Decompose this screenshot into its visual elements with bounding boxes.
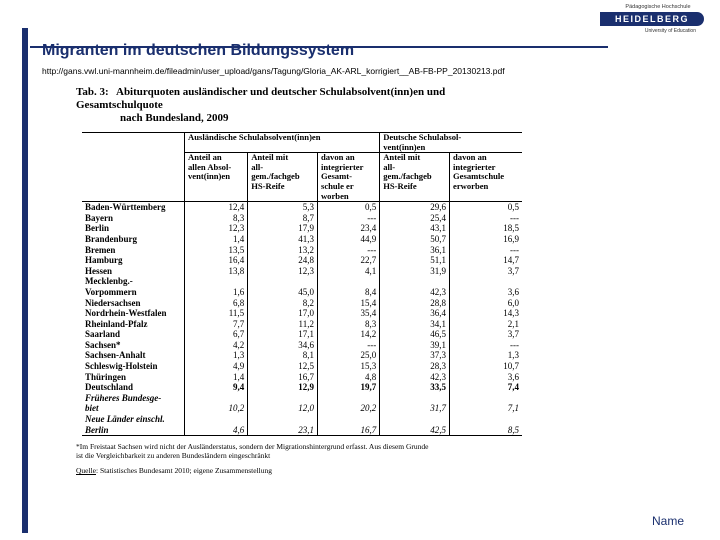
cell-value: 31,9 <box>380 266 450 277</box>
cell-value: 33,5 <box>380 382 450 393</box>
cell-value: 14,3 <box>450 308 523 319</box>
cell-value: 10,7 <box>450 361 523 372</box>
cell-value: 34,1 <box>380 319 450 330</box>
page-title: Migranten im deutschen Bildungssystem <box>42 42 355 59</box>
cell-value: 25,0 <box>317 350 379 361</box>
cell-value: 25,4 <box>380 213 450 224</box>
group-header-foreign: Ausländische Schulabsolvent(inn)en <box>185 133 380 153</box>
table-row <box>82 287 522 298</box>
cell-value: 23,1 <box>248 425 318 436</box>
col-header-abitur-foreign: Anteil mit all- gem./fachgeb HS-Reife <box>248 153 318 202</box>
cell-value: 42,3 <box>380 372 450 383</box>
col-header-abitur-german: Anteil mit all- gem./fachgeb HS-Reife <box>380 153 450 202</box>
cell-value: 14,7 <box>450 255 523 266</box>
row-label: Rheinland-Pfalz <box>85 318 148 329</box>
cell-value: 3,6 <box>450 287 523 298</box>
cell-value <box>380 276 450 287</box>
row-label: Hessen <box>85 265 112 276</box>
cell-value: 28,3 <box>380 361 450 372</box>
cell-value: 12,4 <box>185 202 248 213</box>
table-row <box>82 361 522 372</box>
cell-value: 3,7 <box>450 329 523 340</box>
row-label: Saarland <box>85 329 121 340</box>
cell-value <box>248 393 318 404</box>
cell-value <box>317 276 379 287</box>
cell-value: 4,9 <box>185 361 248 372</box>
cell-value: 10,2 <box>185 403 248 414</box>
table-row <box>82 340 522 351</box>
cell-value: 6,0 <box>450 298 523 309</box>
cell-value: 15,4 <box>317 298 379 309</box>
cell-value: 20,2 <box>317 403 379 414</box>
table-row <box>82 329 522 340</box>
cell-value: 39,1 <box>380 340 450 351</box>
cell-value: 46,5 <box>380 329 450 340</box>
row-label: Deutschland <box>85 382 134 393</box>
cell-value: 37,3 <box>380 350 450 361</box>
cell-value <box>317 393 379 404</box>
cell-value: 4,2 <box>185 340 248 351</box>
cell-value: 13,2 <box>248 245 318 256</box>
table-row <box>82 372 522 383</box>
cell-value: 36,4 <box>380 308 450 319</box>
cell-value: 50,7 <box>380 234 450 245</box>
cell-value <box>450 393 523 404</box>
cell-value: 42,5 <box>380 425 450 436</box>
cell-value: 8,3 <box>317 319 379 330</box>
cell-value: 4,8 <box>317 372 379 383</box>
col-header-gesamtschule-foreign: davon an integrierter Gesamt- schule er worben <box>317 153 379 202</box>
cell-value <box>380 393 450 404</box>
cell-value: 17,0 <box>248 308 318 319</box>
cell-value: 1,3 <box>185 350 248 361</box>
cell-value: 14,2 <box>317 329 379 340</box>
table-row <box>82 245 522 256</box>
university-logo <box>598 4 710 42</box>
source-url: http://gans.vwl.uni-mannheim.de/fileadmin/user_upload/gans/Tagung/Gloria_AK-ARL_korrigiert__AB-FB-PP_20130213.pdf <box>42 66 505 76</box>
cell-value <box>185 393 248 404</box>
cell-value: 19,7 <box>317 382 379 393</box>
row-label: Sachsen* <box>85 339 121 350</box>
cell-value: --- <box>317 340 379 351</box>
cell-value: 24,8 <box>248 255 318 266</box>
cell-value: 28,8 <box>380 298 450 309</box>
row-label: Hamburg <box>85 255 123 266</box>
cell-value: 45,0 <box>248 287 318 298</box>
cell-value: 0,5 <box>450 202 523 213</box>
cell-value: 29,6 <box>380 202 450 213</box>
row-label: Bremen <box>85 244 116 255</box>
table-row <box>82 276 522 287</box>
cell-value: 51,1 <box>380 255 450 266</box>
table-row <box>82 202 522 213</box>
logo-line-top: Pädagogische Hochschule <box>625 4 691 10</box>
cell-value: 5,3 <box>248 202 318 213</box>
cell-value: 42,3 <box>380 287 450 298</box>
cell-value: 18,5 <box>450 223 523 234</box>
table-figure <box>72 86 534 475</box>
col-header-gesamtschule-german: davon an integrierter Gesamtschule erworben <box>450 153 523 202</box>
cell-value: 16,7 <box>317 425 379 436</box>
cell-value: 8,3 <box>185 213 248 224</box>
cell-value: 6,8 <box>185 298 248 309</box>
cell-value <box>248 414 318 425</box>
cell-value: --- <box>317 245 379 256</box>
cell-value: 7,7 <box>185 319 248 330</box>
cell-value: --- <box>450 340 523 351</box>
column-header-row <box>82 153 522 202</box>
cell-value: 36,1 <box>380 245 450 256</box>
cell-value: 23,4 <box>317 223 379 234</box>
table-row <box>82 393 522 404</box>
cell-value: 13,5 <box>185 245 248 256</box>
cell-value: 8,5 <box>450 425 523 436</box>
table-row <box>82 350 522 361</box>
cell-value: 1,4 <box>185 234 248 245</box>
cell-value: 16,9 <box>450 234 523 245</box>
cell-value <box>317 414 379 425</box>
cell-value: 8,4 <box>317 287 379 298</box>
cell-value: 1,6 <box>185 287 248 298</box>
cell-value: 13,8 <box>185 266 248 277</box>
row-label: Nordrhein-Westfalen <box>85 308 167 319</box>
row-label: Berlin <box>85 223 109 234</box>
cell-value: 31,7 <box>380 403 450 414</box>
row-label: Berlin <box>82 425 185 436</box>
cell-value: 3,6 <box>450 372 523 383</box>
cell-value: 0,5 <box>317 202 379 213</box>
row-label: Sachsen-Anhalt <box>85 350 146 361</box>
table-row <box>82 403 522 414</box>
cell-value: 35,4 <box>317 308 379 319</box>
table-row <box>82 414 522 425</box>
cell-value: 1,4 <box>185 372 248 383</box>
row-label: Bayern <box>85 212 113 223</box>
row-label: Mecklenbg.- <box>85 276 133 287</box>
logo-line-bottom: University of Education <box>644 28 696 34</box>
accent-bar <box>22 28 28 533</box>
table-row <box>82 298 522 309</box>
cell-value: --- <box>450 213 523 224</box>
cell-value: 34,6 <box>248 340 318 351</box>
row-label: Thüringen <box>85 371 127 382</box>
cell-value: 43,1 <box>380 223 450 234</box>
cell-value: 12,0 <box>248 403 318 414</box>
cell-value <box>380 414 450 425</box>
cell-value: 8,1 <box>248 350 318 361</box>
cell-value: 44,9 <box>317 234 379 245</box>
table-footnote: *Im Freistaat Sachsen wird nicht der Ausländerstatus, sondern der Migrationshintergrund erfasst. Aus diesem Grunde ist die Vergleichbarkeit zu anderen Bundesländern eingeschränkt <box>76 442 429 461</box>
cell-value <box>450 414 523 425</box>
table-row <box>82 255 522 266</box>
row-label: Baden-Württemberg <box>85 202 166 213</box>
cell-value: --- <box>450 245 523 256</box>
cell-value: 17,1 <box>248 329 318 340</box>
table-row <box>82 425 522 436</box>
cell-value: 9,4 <box>185 382 248 393</box>
caption-line-1: Abiturquoten ausländischer und deutscher Schulabsolvent(inn)en und Gesamtschulquote <box>76 86 446 111</box>
cell-value: 3,7 <box>450 266 523 277</box>
cell-value: 16,7 <box>248 372 318 383</box>
col-header-share-all: Anteil an allen Absol- vent(inn)en <box>185 153 248 202</box>
cell-value: 17,9 <box>248 223 318 234</box>
table-row <box>82 308 522 319</box>
row-label: biet <box>85 403 99 414</box>
table-source: Quelle: Statistisches Bundesamt 2010; eigene Zusammenstellung <box>76 466 273 476</box>
cell-value: --- <box>317 213 379 224</box>
cell-value: 11,5 <box>185 308 248 319</box>
cell-value: 11,2 <box>248 319 318 330</box>
cell-value: 7,1 <box>450 403 523 414</box>
cell-value <box>185 414 248 425</box>
cell-value: 6,7 <box>185 329 248 340</box>
caption-line-2: nach Bundesland, 2009 <box>120 112 229 124</box>
table-row <box>82 223 522 234</box>
table-row <box>82 266 522 277</box>
group-header-german: Deutsche Schulabsol- vent(inn)en <box>380 133 522 153</box>
cell-value: 7,4 <box>450 382 523 393</box>
cell-value: 12,3 <box>185 223 248 234</box>
cell-value: 12,5 <box>248 361 318 372</box>
cell-value <box>185 276 248 287</box>
row-label: Vorpommern <box>85 286 137 297</box>
cell-value: 22,7 <box>317 255 379 266</box>
table-row <box>82 319 522 330</box>
logo-wordmark: HEIDELBERG <box>600 12 704 26</box>
cell-value: 41,3 <box>248 234 318 245</box>
cell-value: 1,3 <box>450 350 523 361</box>
cell-value: 8,2 <box>248 298 318 309</box>
cell-value <box>450 276 523 287</box>
cell-value <box>248 276 318 287</box>
cell-value: 15,3 <box>317 361 379 372</box>
cell-value: 4,6 <box>185 425 248 436</box>
row-label: Niedersachsen <box>85 297 141 308</box>
row-label: Schleswig-Holstein <box>85 361 158 372</box>
row-label: Früheres Bundesge- <box>85 392 162 403</box>
group-header-row <box>82 133 522 153</box>
table-row <box>82 382 522 393</box>
cell-value: 16,4 <box>185 255 248 266</box>
cell-value: 8,7 <box>248 213 318 224</box>
row-label: Brandenburg <box>85 233 138 244</box>
caption-label: Tab. 3: <box>76 86 109 98</box>
cell-value: 2,1 <box>450 319 523 330</box>
row-label: Neue Länder einschl. <box>85 414 165 425</box>
cell-value: 4,1 <box>317 266 379 277</box>
cell-value: 12,3 <box>248 266 318 277</box>
cell-value: 12,9 <box>248 382 318 393</box>
footer-name: Name <box>652 514 685 528</box>
data-table <box>82 132 522 436</box>
table-row <box>82 213 522 224</box>
table-row <box>82 234 522 245</box>
table-caption <box>72 86 534 125</box>
